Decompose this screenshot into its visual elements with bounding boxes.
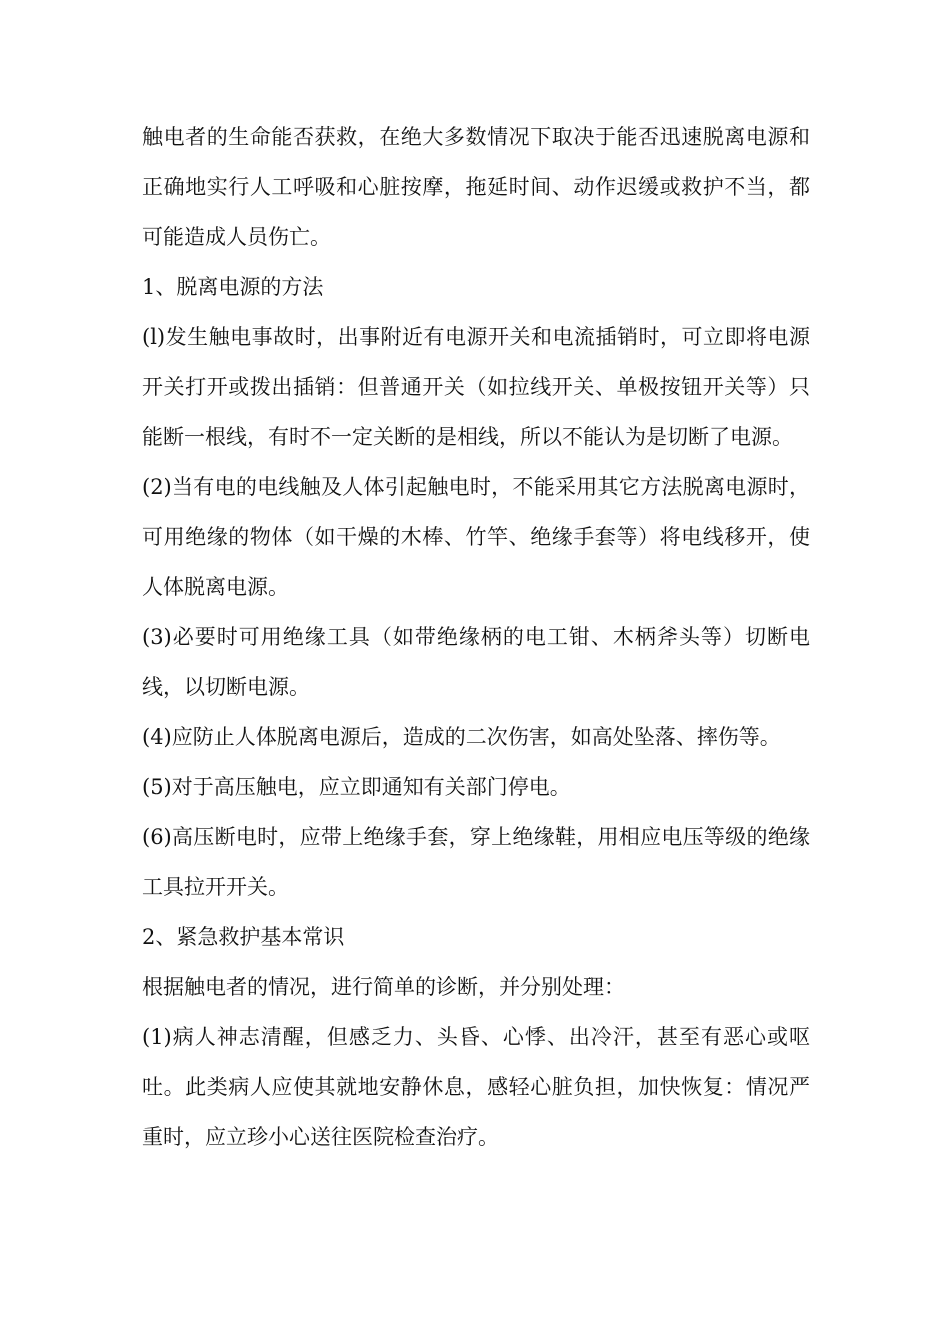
paragraph-item-3: (3)必要时可用绝缘工具（如带绝缘柄的电工钳、木柄斧头等）切断电线，以切断电源。	[142, 625, 810, 699]
paragraph-diagnosis-intro: 根据触电者的情况，进行简单的诊断，并分别处理：	[142, 975, 625, 999]
document-body	[142, 112, 810, 1162]
paragraph-intro: 触电者的生命能否获救，在绝大多数情况下取决于能否迅速脱离电源和正确地实行人工呼吸和心脏按摩，拖延时间、动作迟缓或救护不当，都可能造成人员伤亡。	[142, 125, 810, 249]
paragraph-item-4: (4)应防止人体脱离电源后，造成的二次伤害，如高处坠落、摔伤等。	[142, 725, 781, 749]
paragraph-aid-item-1: (1)病人神志清醒，但感乏力、头昏、心悸、出冷汗，甚至有恶心或呕吐。此类病人应使其就地安静休息，感轻心脏负担，加快恢复：情况严重时，应立珍小心送往医院检查治疗。	[142, 1025, 810, 1149]
paragraph-item-5: (5)对于高压触电，应立即通知有关部门停电。	[142, 775, 571, 799]
paragraph-item-6: (6)高压断电时，应带上绝缘手套，穿上绝缘鞋，用相应电压等级的绝缘工具拉开开关。	[142, 825, 810, 899]
heading-first-aid-basics: 2、紧急救护基本常识	[142, 925, 345, 949]
paragraph-item-2: (2)当有电的电线触及人体引起触电时，不能采用其它方法脱离电源时，可用绝缘的物体（如干燥的木棒、竹竿、绝缘手套等）将电线移开，使人体脱离电源。	[142, 475, 810, 599]
paragraph-item-1: (l)发生触电事故时，出事附近有电源开关和电流插销时，可立即将电源开关打开或拨出插销：但普通开关（如拉线开关、单极按钮开关等）只能断一根线，有时不一定关断的是相线，所以不能认为是切断了电源。	[142, 325, 810, 449]
heading-power-disconnect-methods: 1、脱离电源的方法	[142, 275, 324, 299]
